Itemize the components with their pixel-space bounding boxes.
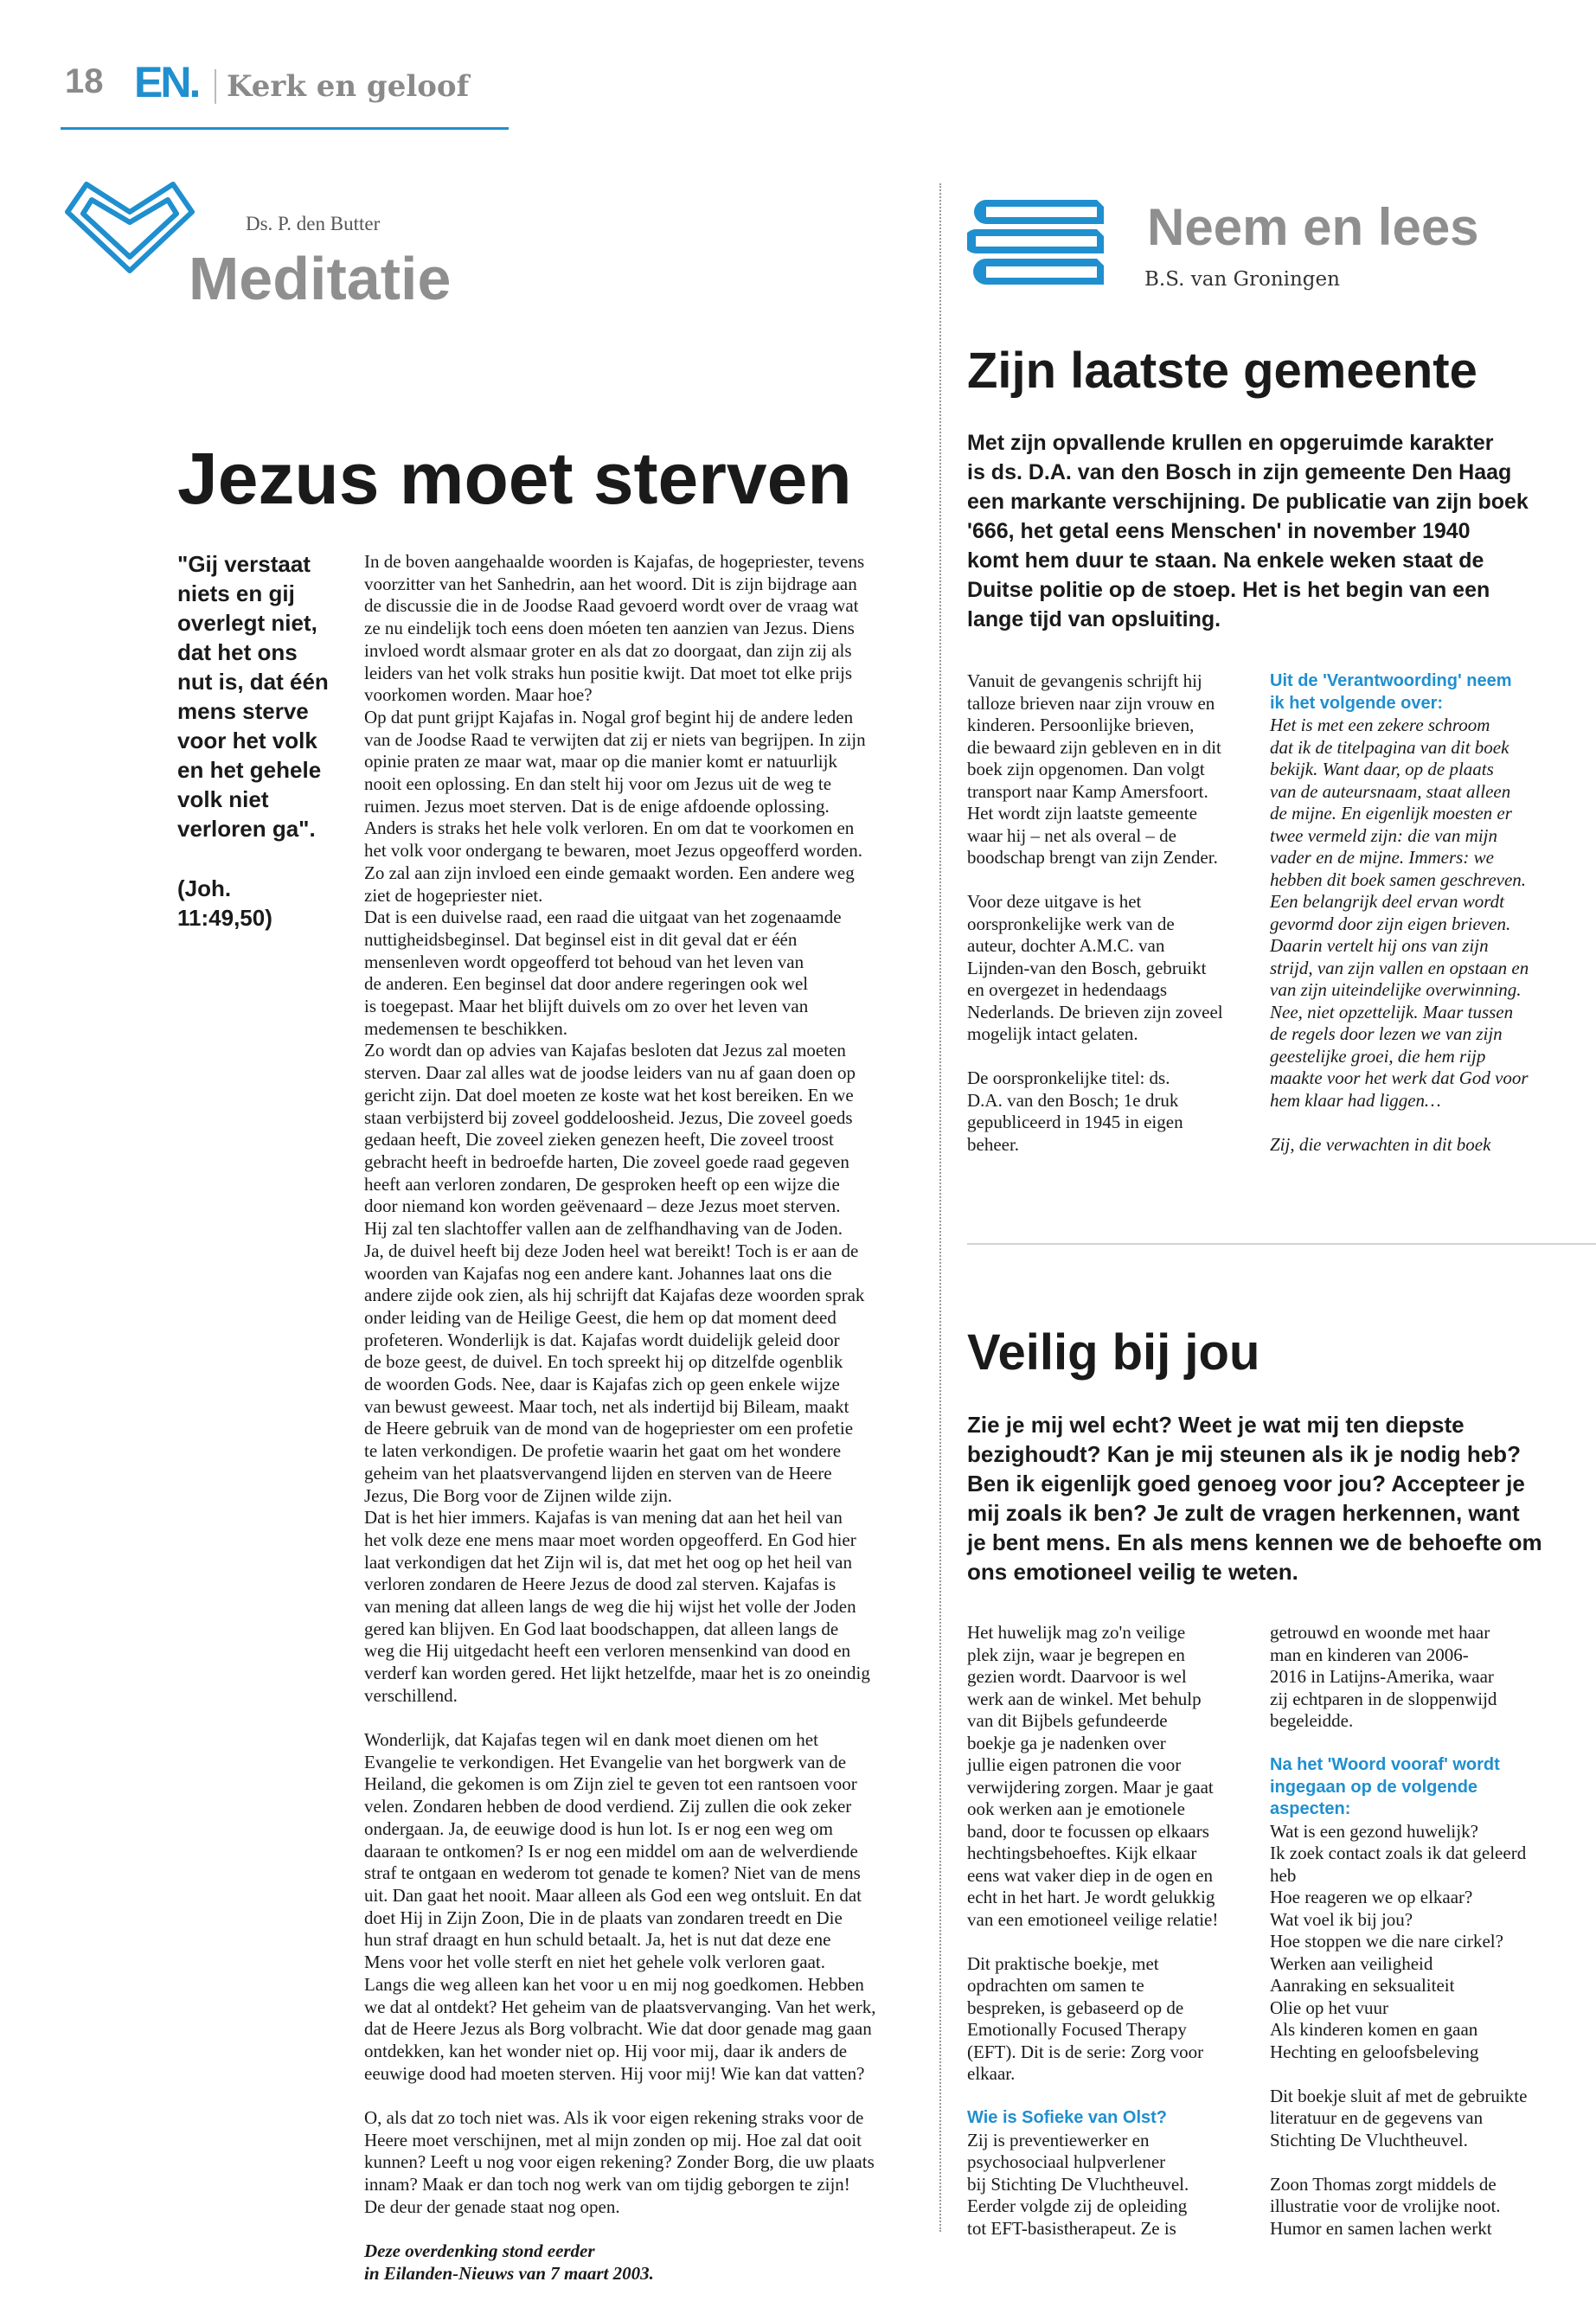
article-line: gedaan heeft, Die zoveel zieken genezen heeft, Die zoveel troost [364,1129,834,1150]
quote-line: niets en gij [177,580,295,606]
subheading: Wie is Sofieke van Olst? [967,2108,1168,2127]
body-line: Zoon Thomas zorgt middels de [1270,2173,1497,2195]
article-line: Anders is straks het hele volk verloren. En om dat te voorkomen en [364,817,855,839]
article-line: Zo wordt dan op advies van Kajafas besloten dat Jezus zal moeten [364,1040,846,1061]
quote-line: Een belangrijk deel ervan wordt [1270,891,1504,912]
body-line: oorspronkelijke werk van de [967,913,1175,934]
review2-lead [967,1410,1596,1586]
quote-line: Nee, niet opzettelijk. Maar tussen [1270,1001,1514,1022]
article-headline: Jezus moet sterven [177,438,852,519]
article-line: nooit een oplossing. En dan stelt hij voor om Jezus uit de weg te [364,773,832,795]
paragraph-gap [364,1708,901,1730]
article-line: ondergaan. Ja, de eeuwige dood is hun lot. Is er nog een weg om [364,1817,833,1839]
body-line: boodschap brengt van zijn Zender. [967,847,1218,868]
aspect-item: Hoe reageren we op elkaar? [1270,1887,1473,1907]
body-line: van dit Bijbels gefundeerde [967,1710,1168,1731]
note-line: Deze overdenking stond eerder [364,2240,595,2261]
body-line: en overgezet in hedendaags [967,979,1168,1000]
article-line: Heere moet verschijnen, met al mijn zonden op mij. Hoe zal dat ooit [364,2129,862,2150]
subheading-line: ingegaan op de volgende [1270,1777,1478,1797]
neem-en-lees-title: Neem en lees [1147,198,1479,256]
paragraph-gap [1270,1112,1596,1134]
reference-line: 11:49,50) [177,905,272,931]
article-line: verloren zondaren de Heere Jezus de dood zal sterven. Kajafas is [364,1574,836,1595]
article-line: onder leiding van de Heilige Geest, die hem op dat moment deed [364,1306,836,1328]
body-line: verwijdering zorgen. Maar je gaat [967,1776,1214,1798]
body-line: Stichting De Vluchtheuvel. [1270,2129,1468,2150]
quote-line: geestelijke groei, die hem rijp [1270,1045,1486,1067]
article-line: kunnen? Leeft u nog voor eigen rekening? Zonder Borg, die uw plaats [364,2151,875,2173]
body-line: gepubliceerd in 1945 in eigen [967,1112,1183,1132]
body-line: (EFT). Dit is de serie: Zorg voor [967,2041,1204,2062]
lead-line: komt hem duur te staan. Na enkele weken staat de [967,548,1484,573]
article-line: Op dat punt grijpt Kajafas in. Nogal grof begint hij de andere leden [364,706,854,727]
article-line: De deur der genade staat nog open. [364,2195,620,2217]
body-line: hechtingsbehoeftes. Kijk elkaar [967,1843,1197,1863]
article-line: te laten verkondigen. De profetie waarin het gaat om het wondere [364,1440,842,1462]
lead-line: Ben ik eigenlijk goed genoeg voor jou? Accepteer je [967,1471,1525,1497]
lead-line: ons emotioneel veilig te weten. [967,1559,1298,1585]
quote-line: van zijn uiteindelijke overwinning. [1270,979,1522,1000]
aspect-item: Olie op het vuur [1270,1997,1389,2018]
article-line: doet Hij in Zijn Zoon, Die in de plaats van zondaren treedt en Die [364,1907,843,1928]
subheading-line: aspecten: [1270,1799,1351,1818]
body-line: tot EFT-basistherapeut. Ze is [967,2217,1176,2239]
quote-line: strijd, van zijn vallen en opstaan en [1270,957,1529,978]
article-line: geheim van het plaatsvervangend lijden en sterven van de Heere [364,1462,832,1484]
quote-line: nut is, dat één [177,669,329,695]
article-line: straf te ontgaan en wederom tot genade te komen? Niet van de mens [364,1862,861,1884]
article-line: de boze geest, de duivel. En toch spreekt hij op ditzelfde ogenblik [364,1351,843,1373]
article-line: van bewust geweest. Maar toch, net als indertijd bij Bileam, maakt [364,1395,849,1417]
header-rule [61,127,509,130]
article-line: Evangelie te verkondigen. Het Evangelie van het borgwerk van de [364,1751,847,1772]
article-line: O, als dat zo toch niet was. Als ik voor eigen rekening straks voor de [364,2106,864,2128]
body-line: echt in het hart. Je wordt gelukkig [967,1887,1215,1907]
article-line: leiders van het volk straks hun positie kwijt. Dat moet tot elke prijs [364,662,852,683]
quote-line: Het is met een zekere schroom [1270,715,1490,735]
article-line: van de Joodse Raad te verwijten dat zij er niets van begrijpen. In zijn [364,728,866,750]
article-line: ruimen. Jezus moet sterven. Dat is de enige afdoende oplossing. [364,795,830,817]
article-line: dat de Heere Jezus als Borg volbracht. Wie dat door genade mag gaan [364,2018,872,2040]
review1-headline: Zijn laatste gemeente [967,343,1477,399]
aspect-item: Wat is een gezond huwelijk? [1270,1820,1478,1842]
article-line: is toegepast. Maar het blijft duivels om zo over het leven van [364,996,809,1017]
body-line: transport naar Kamp Amersfoort. [967,780,1208,802]
quote-line: overlegt niet, [177,610,317,636]
lead-line: Zie je mij wel echt? Weet je wat mij ten diepste [967,1412,1465,1438]
body-line: bespreken, is gebaseerd op de [967,1997,1184,2018]
article-line: gericht zijn. Dat doel moeten ze koste wat het kost bereiken. En we [364,1084,854,1106]
lead-line: Met zijn opvallende krullen en opgeruimde karakter [967,431,1494,455]
quote-line: voor het volk [177,727,317,753]
article-line: laat verkondigen dat het Zijn wil is, dat met het oog op het heil van [364,1551,852,1573]
article-line: Heiland, die gekomen is om Zijn ziel te geven tot een rantsoen voor [364,1773,857,1795]
body-line: D.A. van den Bosch; 1e druk [967,1089,1179,1111]
reference-line: (Joh. [177,875,232,901]
body-line: mogelijk intact gelaten. [967,1023,1138,1044]
paragraph-gap [364,2218,901,2240]
article-line: ze nu eindelijk toch eens doen móeten ten aanzien van Jezus. Diens [364,618,855,639]
body-line: De oorspronkelijke titel: ds. [967,1067,1170,1088]
article-line: de discussie die in de Joodse Raad gevoerd wordt over de vraag wat [364,595,859,617]
article-line: Zo zal aan zijn invloed een einde gemaakt worden. Een andere weg [364,862,855,883]
body-line: 2016 in Latijns-Amerika, waar [1270,1666,1494,1687]
body-line: band, door te focussen op elkaars [967,1820,1209,1842]
article-line: Ja, de duivel heeft bij deze Joden heel wat bereikt! Toch is er aan de [364,1240,859,1261]
subheading-line: Na het 'Woord vooraf' wordt [1270,1755,1500,1774]
body-line: auteur, dochter A.M.C. van [967,935,1165,956]
paragraph-gap [967,1931,1253,1953]
article-line: de anderen. Een beginsel dat door andere regeringen ook wel [364,973,809,995]
body-line: begeleidde. [1270,1710,1354,1731]
quote-line: "Gij verstaat [177,551,311,577]
quote-line: maakte voor het werk dat God voor [1270,1067,1529,1088]
book-heart-icon [61,177,199,277]
body-line: Dit boekje sluit af met de gebruikte [1270,2085,1528,2106]
article-line: uit. Dan gaat het nooit. Maar alleen als God een weg ontsluit. En dat [364,1884,862,1906]
lead-line: Duitse politie op de stoep. Het is het begin van een [967,578,1490,602]
quote-line: de mijne. En eigenlijk moesten er [1270,803,1512,824]
lead-line: lange tijd van opsluiting. [967,607,1221,631]
body-line: Het wordt zijn laatste gemeente [967,803,1197,824]
article-line: nuttigheidsbeginsel. Dat beginsel eist in dit geval dat er één [364,928,798,950]
aspect-item: Hechting en geloofsbeleving [1270,2041,1479,2062]
body-line: Humor en samen lachen werkt [1270,2217,1492,2239]
paragraph-gap [1270,2063,1596,2086]
article-line: daaraan te ontkomen? Is er nog een middel om aan de welverdiende [364,1840,858,1862]
body-line: boekje ga je nadenken over [967,1732,1166,1753]
subheading-line: ik het volgende over: [1270,693,1444,713]
quote-line: Daarin vertelt hij ons van zijn [1270,935,1489,956]
paragraph-gap [967,869,1253,892]
quote-line: verloren ga". [177,816,316,842]
article-line: de woorden Gods. Nee, daar is Kajafas zich op geen enkele wijze [364,1374,840,1395]
meditatie-author: Ds. P. den Butter [246,213,381,234]
body-line: plek zijn, waar je begrepen en [967,1644,1185,1665]
article-line: ontdekken, kan het wonder niet op. Hij voor mij, daar ik anders de [364,2040,848,2061]
article-line: In de boven aangehaalde woorden is Kajafas, de hogepriester, tevens [364,551,865,572]
body-line: Nederlands. De brieven zijn zoveel [967,1001,1223,1022]
article-line: voorzitter van het Sanhedrin, aan het woord. Dit is zijn bijdrage aan [364,573,857,594]
body-line: ook werken aan je emotionele [967,1798,1185,1819]
body-line: werk aan de winkel. Met behulp [967,1688,1202,1709]
article-line: het volk deze ene mens maar moet worden opgeofferd. En God hier [364,1529,856,1550]
paragraph-gap [1270,2151,1596,2174]
body-line: waar hij – net als overal – de [967,824,1176,846]
lead-line: '666, het getal eens Menschen' in november 1940 [967,519,1471,543]
article-line: Dat is het hier immers. Kajafas is van mening dat aan het heil van [364,1507,843,1529]
quote-line: twee vermeld zijn: die van mijn [1270,824,1498,846]
body-line: kinderen. Persoonlijke brieven, [967,715,1195,735]
subheading-line: Uit de 'Verantwoording' neem [1270,671,1512,690]
lead-line: je bent mens. En als mens kennen we de behoefte om [967,1529,1542,1555]
body-line: Emotionally Focused Therapy [967,2019,1187,2040]
aspect-item: Als kinderen komen en gaan [1270,2019,1478,2040]
review1-column-1 [967,670,1253,1156]
stacked-books-icon [967,195,1114,290]
quote-line: Zij, die verwachten in dit boek [1270,1133,1491,1155]
article-line: gebracht heeft in bedroefde harten, Die zoveel goede raad gegeven [364,1150,849,1172]
article-line: van mening dat alleen langs de weg die hij wijst het volle der Joden [364,1596,856,1618]
quote-line: volk niet [177,786,269,812]
paragraph-gap [967,1046,1253,1068]
header-separator [215,69,216,104]
article-line: verderf kan worden gered. Het lijkt hetzelfde, maar het is zo oneindig [364,1663,870,1684]
body-line: Dit praktische boekje, met [967,1952,1159,1974]
aspect-item: heb [1270,1864,1297,1886]
article-line: Dat is een duivelse raad, een raad die uitgaat van het zogenaamde [364,907,842,928]
body-line: boek zijn opgenomen. Dan volgt [967,759,1205,779]
body-line: van een emotioneel veilige relatie! [967,1908,1219,1930]
lead-line: is ds. D.A. van den Bosch in zijn gemeente Den Haag [967,460,1512,484]
bible-reference [177,874,342,933]
review2-column-1 [967,1622,1253,2240]
neem-en-lees-author: B.S. van Groningen [1144,268,1340,291]
quote-line: vader en de mijne. Immers: we [1270,847,1494,868]
body-line: Eerder volgde zij de opleiding [967,2195,1188,2216]
article-line: de Heere gebruik van de mond van de hogepriester om een profetie [364,1418,854,1439]
article-line: we dat al ontdekt? Het geheim van de plaatsvervanging. Van het werk, [364,1996,876,2017]
article-line: Mens voor het volle sterft en niet het gehele volk verloren gaat. [364,1952,825,1973]
review1-lead [967,428,1596,634]
meditatie-title: Meditatie [189,245,452,312]
lead-line: een markante verschijning. De publicatie van zijn boek [967,490,1529,514]
note-line: in Eilanden-Nieuws van 7 maart 2003. [364,2262,654,2284]
body-line: Zij is preventiewerker en [967,2129,1150,2150]
article-line: voorkomen worden. Maar hoe? [364,684,593,706]
body-line: beheer. [967,1133,1020,1155]
article-line: Jezus, Die Borg voor de Zijnen wilde zijn. [364,1484,672,1506]
review2-column-2 [1270,1622,1596,2240]
body-line: Voor deze uitgave is het [967,891,1142,912]
quote-line: dat het ons [177,639,298,665]
body-line: man en kinderen van 2006- [1270,1644,1469,1665]
review2-headline: Veilig bij jou [967,1324,1260,1381]
article-line: verschillend. [364,1684,458,1706]
article-line: ziet de hogepriester niet. [364,884,543,906]
body-line: die bewaard zijn gebleven en in dit [967,736,1221,758]
article-line: andere zijde ook zien, als hij schrijft dat Kajafas deze woorden sprak [364,1285,865,1306]
quote-line: hebben dit boek samen geschreven. [1270,868,1527,890]
body-line: Vanuit de gevangenis schrijft hij [967,670,1202,691]
article-line: woorden van Kajafas nog een andere kant. Johannes laat ons die [364,1262,832,1284]
lead-line: bezighoudt? Kan je mij steunen als ik je nodig heb? [967,1441,1521,1467]
quote-line: mens sterve [177,698,309,724]
article-line: Hij zal ten slachtoffer vallen aan de zelfhandhaving van de Joden. [364,1218,843,1240]
quote-line: bekijk. Want daar, op de plaats [1270,759,1494,779]
column-divider [939,183,941,2232]
aspect-item: Wat voel ik bij jou? [1270,1908,1413,1930]
review1-column-2 [1270,670,1596,1156]
aspect-item: Aanraking en seksualiteit [1270,1975,1455,1996]
article-line: mensenleven wordt opgeofferd tot behoud van het leven van [364,951,804,972]
body-line: bij Stichting De Vluchtheuvel. [967,2173,1189,2195]
section-title: Kerk en geloof [227,69,470,104]
article-line: heeft aan verloren zondaren, De gesproken heeft op een wijze die [364,1173,840,1195]
quote-line: hem klaar had liggen… [1270,1089,1441,1111]
article-line: staan verbijsterd bij zoveel goddeloosheid. Jezus, Die zoveel goeds [364,1106,853,1128]
article-line: opinie praten ze maar wat, maar op die manier komt er natuurlijk [364,751,837,772]
section-rule [967,1243,1596,1245]
body-line: talloze brieven naar zijn vrouw en [967,692,1215,714]
body-line: literatuur en de gegevens van [1270,2107,1484,2128]
article-line: innam? Maak er dan toch nog werk van om tijdig geborgen te zijn! [364,2173,850,2195]
body-line: psychosociaal hulpverlener [967,2151,1166,2172]
article-line: door niemand kon worden geëvenaard – deze Jezus moet sterven. [364,1195,841,1217]
paragraph-gap [967,2086,1253,2108]
quote-line: van de auteursnaam, staat alleen [1270,780,1511,802]
body-line: eens wat vaker diep in de ogen en [967,1864,1213,1886]
body-line: opdrachten om samen te [967,1975,1144,1996]
aspect-item: Ik zoek contact zoals ik dat geleerd [1270,1843,1527,1863]
article-line: invloed wordt alsmaar groter en als dat zo doorgaat, dan zijn zij als [364,639,852,661]
body-line: elkaar. [967,2063,1016,2084]
quote-line: dat ik de titelpagina van dit boek [1270,736,1509,758]
lead-line: mij zoals ik ben? Je zult de vragen herkennen, want [967,1500,1520,1526]
article-line: gered kan blijven. En God laat boodschappen, dat alleen langs de [364,1618,839,1639]
article-line: Langs die weg alleen kan het voor u en mij nog goedkomen. Hebben [364,1973,864,1995]
paragraph-gap [1270,1733,1596,1755]
meditatie-article [364,551,901,2285]
aspect-item: Hoe stoppen we die nare cirkel? [1270,1931,1503,1952]
body-line: getrouwd en woonde met haar [1270,1622,1490,1643]
body-line: illustratie voor de vrolijke noot. [1270,2195,1501,2216]
body-line: Lijnden-van den Bosch, gebruikt [967,957,1207,978]
quote-line: en het gehele [177,757,322,783]
article-source-note [364,2240,901,2285]
quote-line: de regels door lezen we van zijn [1270,1023,1503,1044]
body-line: zij echtparen in de sloppenwijd [1270,1688,1497,1709]
article-line: velen. Zondaren hebben de dood verdiend. Zij zullen die ook zeker [364,1796,852,1817]
article-line: het volk voor ondergang te bewaren, moet Jezus opgeofferd worden. [364,840,862,862]
article-line: sterven. Daar zal alles wat de joodse leiders van nu af gaan doen op [364,1062,856,1084]
page-number: 18 [65,62,104,100]
body-line: jullie eigen patronen die voor [967,1754,1182,1775]
article-line: Wonderlijk, dat Kajafas tegen wil en dank moet dienen om het [364,1729,818,1751]
bible-quote [177,549,342,843]
body-line: Het huwelijk mag zo'n veilige [967,1622,1186,1643]
en-logo: EN. [134,58,199,106]
article-line: eeuwige dood had moeten sterven. Hij voor mij! Wie kan dat vatten? [364,2062,865,2084]
article-line: hun straf draagt en hun schuld betaalt. Ja, het is nut dat deze ene [364,1929,831,1951]
paragraph-gap [364,2085,901,2107]
quote-line: gevormd door zijn eigen brieven. [1270,913,1511,934]
article-line: medemensen te beschikken. [364,1017,567,1039]
article-line: profeteren. Wonderlijk is dat. Kajafas wordt duidelijk geleid door [364,1329,840,1350]
aspect-item: Werken aan veiligheid [1270,1952,1433,1974]
body-line: gezien wordt. Daarvoor is wel [967,1666,1187,1687]
article-line: weg die Hij uitgedacht heeft een verloren mensenkind van dood en [364,1640,851,1662]
